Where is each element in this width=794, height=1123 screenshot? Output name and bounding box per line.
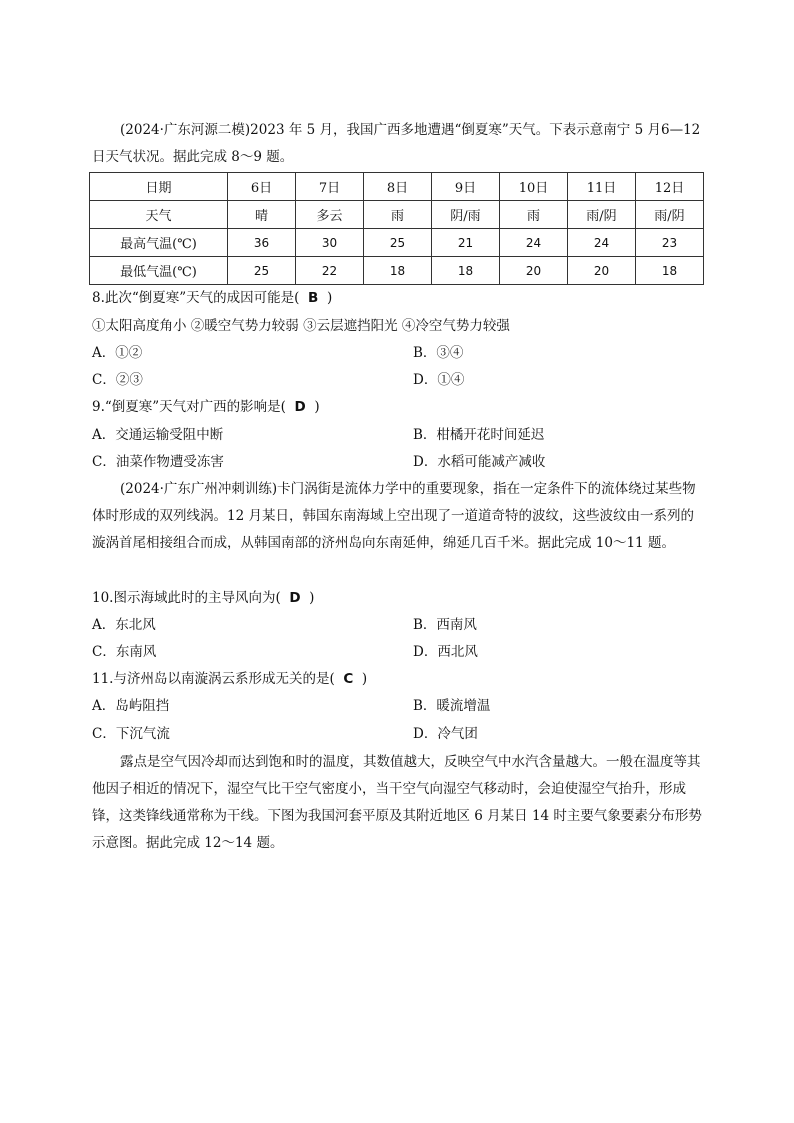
table-cell: 雨 [500, 201, 568, 229]
option-a: A．①② [92, 345, 143, 361]
option-d: D．冷气团 [413, 726, 478, 742]
question-8-stem [92, 286, 332, 306]
weather-table [89, 172, 704, 285]
option-a: A．东北风 [92, 617, 156, 633]
option-c: C．下沉气流 [92, 726, 170, 742]
table-cell: 20 [500, 257, 568, 285]
table-cell: 7日 [296, 173, 364, 201]
option-d: D．①④ [413, 372, 465, 388]
option-b: B．西南风 [413, 617, 477, 633]
question-11-stem [92, 667, 367, 687]
table-header-row [90, 173, 704, 201]
table-cell: 24 [568, 229, 636, 257]
table-cell: 最低气温(℃) [90, 257, 228, 285]
table-cell: 日期 [90, 173, 228, 201]
table-cell: 12日 [636, 173, 704, 201]
table-cell: 9日 [432, 173, 500, 201]
table-cell: 阴/雨 [432, 201, 500, 229]
question-9-stem [92, 395, 320, 415]
intro-paragraph-q10-11: (2024·广东广州冲刺训练)卡门涡街是流体力学中的重要现象，指在一定条件下的流体绕过某些物体时形成的双列线涡。12 月某日，韩国东南海域上空出现了一道道奇特的波纹，这些波纹由一系列的漩涡首尾相接组合而成，从韩国南部的济州岛向东南延伸，绵延几百千米。据此完成 10～11 题。 [92, 481, 696, 551]
option-c: C．②③ [92, 372, 143, 388]
table-cell: 多云 [296, 201, 364, 229]
question-close-paren: ) [309, 590, 315, 606]
question-text: 8.此次“倒夏寒”天气的成因可能是( [92, 290, 300, 306]
table-cell: 21 [432, 229, 500, 257]
option-c: C．油菜作物遭受冻害 [92, 454, 224, 470]
table-cell: 6日 [228, 173, 296, 201]
option-c: C．东南风 [92, 644, 157, 660]
table-cell: 最高气温(℃) [90, 229, 228, 257]
answer-label: C [343, 671, 354, 687]
answer-label: D [289, 590, 301, 606]
intro-paragraph-q12-14: 露点是空气因冷却而达到饱和时的温度，其数值越大，反映空气中水汽含量越大。一般在温度等其他因子相近的情况下，湿空气比干空气密度小，当干空气向湿空气移动时，会迫使湿空气抬升，形成锋，这类锋线通常称为干线。下图为我国河套平原及其附近地区 6 月某日 14 时主要气象要素分布形势示意图。据此完成 12～14 题。 [92, 754, 702, 851]
table-cell: 晴 [228, 201, 296, 229]
option-a: A．交通运输受阻中断 [92, 427, 224, 443]
table-cell: 20 [568, 257, 636, 285]
table-cell: 10日 [500, 173, 568, 201]
question-close-paren: ) [326, 290, 333, 306]
table-cell: 23 [636, 229, 704, 257]
option-b: B．暖流增温 [413, 698, 491, 714]
table-cell: 24 [500, 229, 568, 257]
table-cell: 25 [228, 257, 296, 285]
option-d: D．水稻可能减产减收 [413, 454, 546, 470]
question-close-paren: ) [314, 399, 320, 415]
table-row [90, 229, 704, 257]
table-cell: 22 [296, 257, 364, 285]
table-row [90, 257, 704, 285]
intro-paragraph-q8-9: (2024·广东河源二模)2023 年 5 月，我国广西多地遭遇“倒夏寒”天气。下表示意南宁 5 月6—12 日天气状况。据此完成 8～9 题。 [92, 122, 701, 165]
question-8-statements: ①太阳高度角小 ②暖空气势力较弱 ③云层遮挡阳光 ④冷空气势力较强 [92, 318, 510, 334]
option-d: D．西北风 [413, 644, 478, 660]
question-close-paren: ) [361, 671, 368, 687]
table-cell: 25 [364, 229, 432, 257]
table-cell: 30 [296, 229, 364, 257]
question-text: 9.“倒夏寒”天气对广西的影响是( [92, 399, 286, 415]
table-row [90, 201, 704, 229]
option-b: B．柑橘开花时间延迟 [413, 427, 545, 443]
question-10-stem [92, 586, 314, 606]
table-cell: 雨 [364, 201, 432, 229]
table-cell: 11日 [568, 173, 636, 201]
table-cell: 36 [228, 229, 296, 257]
option-a: A．岛屿阻挡 [92, 698, 170, 714]
table-cell: 雨/阴 [636, 201, 704, 229]
table-cell: 天气 [90, 201, 228, 229]
option-b: B．③④ [413, 345, 464, 361]
question-text: 10.图示海域此时的主导风向为( [92, 590, 281, 606]
answer-label: B [308, 290, 319, 306]
question-text: 11.与济州岛以南漩涡云系形成无关的是( [92, 671, 335, 687]
answer-label: D [294, 399, 306, 415]
table-cell: 18 [636, 257, 704, 285]
table-cell: 18 [364, 257, 432, 285]
table-cell: 18 [432, 257, 500, 285]
table-cell: 雨/阴 [568, 201, 636, 229]
table-cell: 8日 [364, 173, 432, 201]
